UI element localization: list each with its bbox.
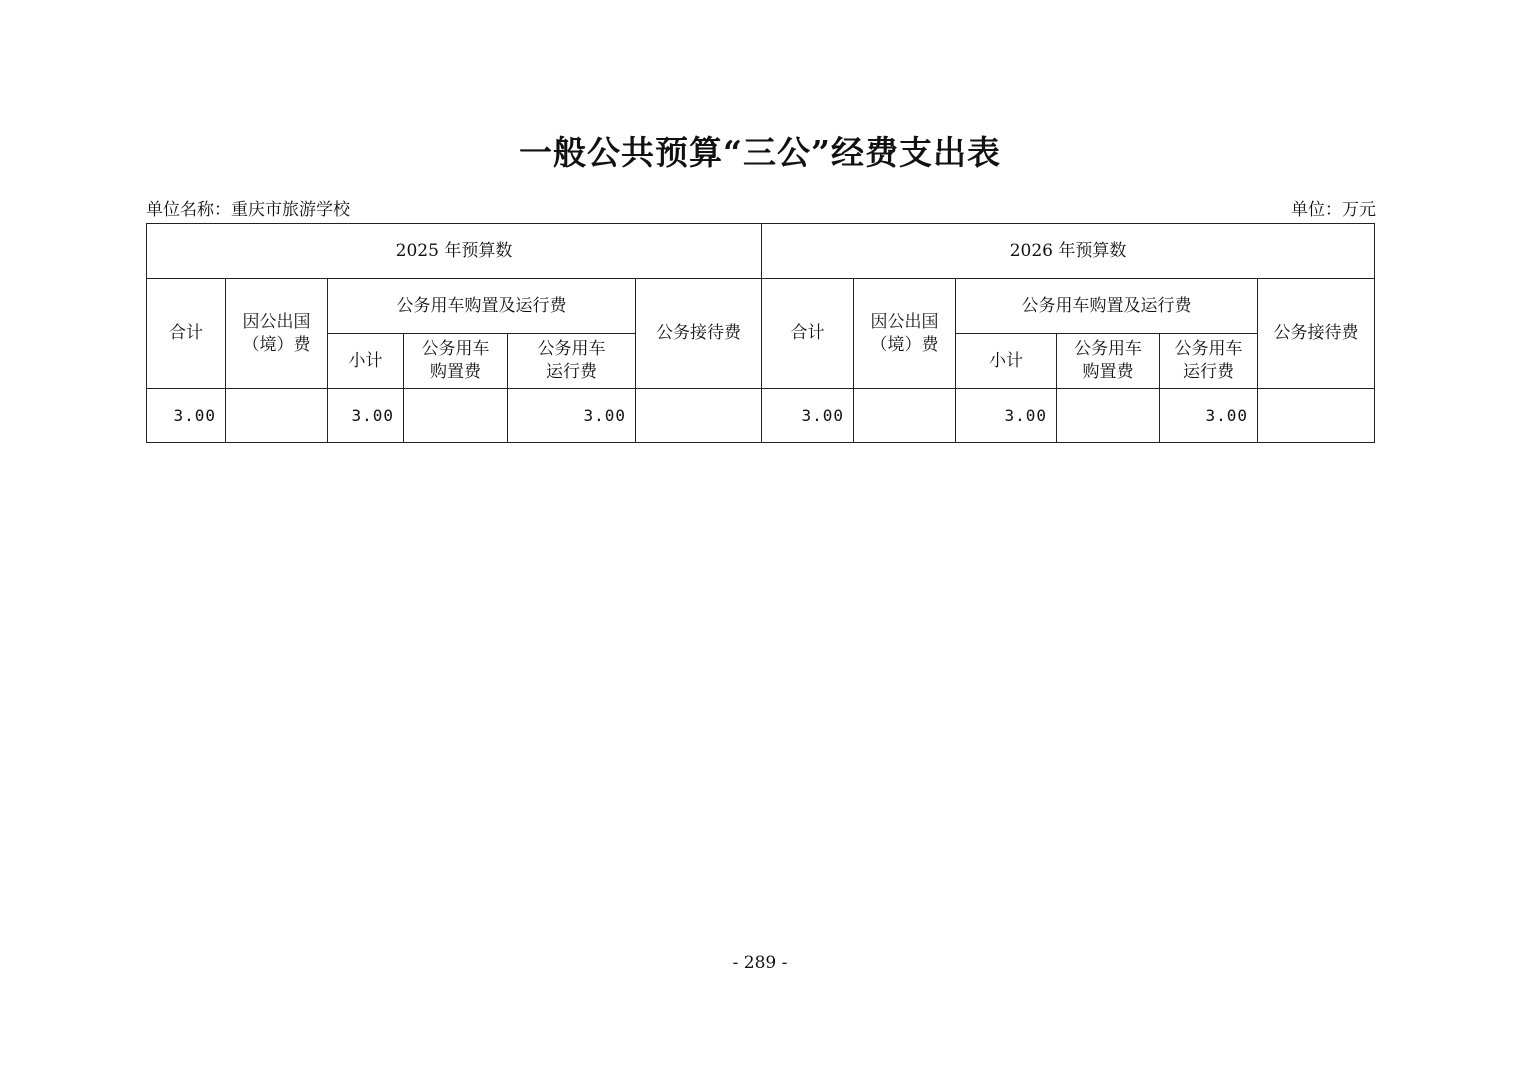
cell-operation-2026: 3.00: [1160, 389, 1258, 443]
cell-reception-2026: [1258, 389, 1375, 443]
col-vehicle-group-2025: 公务用车购置及运行费: [328, 279, 636, 334]
col-subtotal-2025: 小计: [328, 334, 404, 389]
cell-reception-2025: [636, 389, 762, 443]
table-row: [147, 389, 1375, 443]
cell-purchase-2026: [1057, 389, 1160, 443]
col-total-2026: 合计: [762, 279, 854, 389]
cell-abroad-2026: [854, 389, 956, 443]
col-vehicle-purchase-2025: [404, 334, 508, 389]
col-vehicle-operation-2026: [1160, 334, 1258, 389]
col-abroad-2025-label: 因公出国（境）费: [242, 311, 311, 355]
col-reception-2025: 公务接待费: [636, 279, 762, 389]
cell-subtotal-2025: 3.00: [328, 389, 404, 443]
col-vehicle-operation-2025-label: 公务用车运行费: [537, 339, 606, 382]
year-header-row: [147, 224, 1375, 279]
col-vehicle-purchase-2026: [1057, 334, 1160, 389]
cell-purchase-2025: [404, 389, 508, 443]
col-abroad-2025: [226, 279, 328, 389]
col-abroad-2026-label: 因公出国（境）费: [870, 311, 939, 355]
col-vehicle-operation-2025: [508, 334, 636, 389]
col-total-2025: 合计: [147, 279, 226, 389]
cell-abroad-2025: [226, 389, 328, 443]
unit-name-label: 单位名称：重庆市旅游学校: [146, 200, 350, 220]
column-header-row: [147, 279, 1375, 334]
year-2026-header: 2026 年预算数: [762, 224, 1375, 279]
col-abroad-2026: [854, 279, 956, 389]
page-number: - 289 -: [732, 953, 788, 973]
col-vehicle-purchase-2025-label: 公务用车购置费: [421, 339, 490, 382]
col-vehicle-operation-2026-label: 公务用车运行费: [1174, 339, 1243, 382]
page-title: 一般公共预算“三公”经费支出表: [519, 133, 1001, 172]
col-reception-2026: 公务接待费: [1258, 279, 1375, 389]
cell-total-2026: 3.00: [762, 389, 854, 443]
unit-label: 单位：万元: [1291, 200, 1376, 220]
cell-total-2025: 3.00: [147, 389, 226, 443]
col-subtotal-2026: 小计: [956, 334, 1057, 389]
cell-subtotal-2026: 3.00: [956, 389, 1057, 443]
col-vehicle-group-2026: 公务用车购置及运行费: [956, 279, 1258, 334]
budget-table: [146, 223, 1375, 443]
year-2025-header: 2025 年预算数: [147, 224, 762, 279]
cell-operation-2025: 3.00: [508, 389, 636, 443]
col-vehicle-purchase-2026-label: 公务用车购置费: [1074, 339, 1143, 382]
